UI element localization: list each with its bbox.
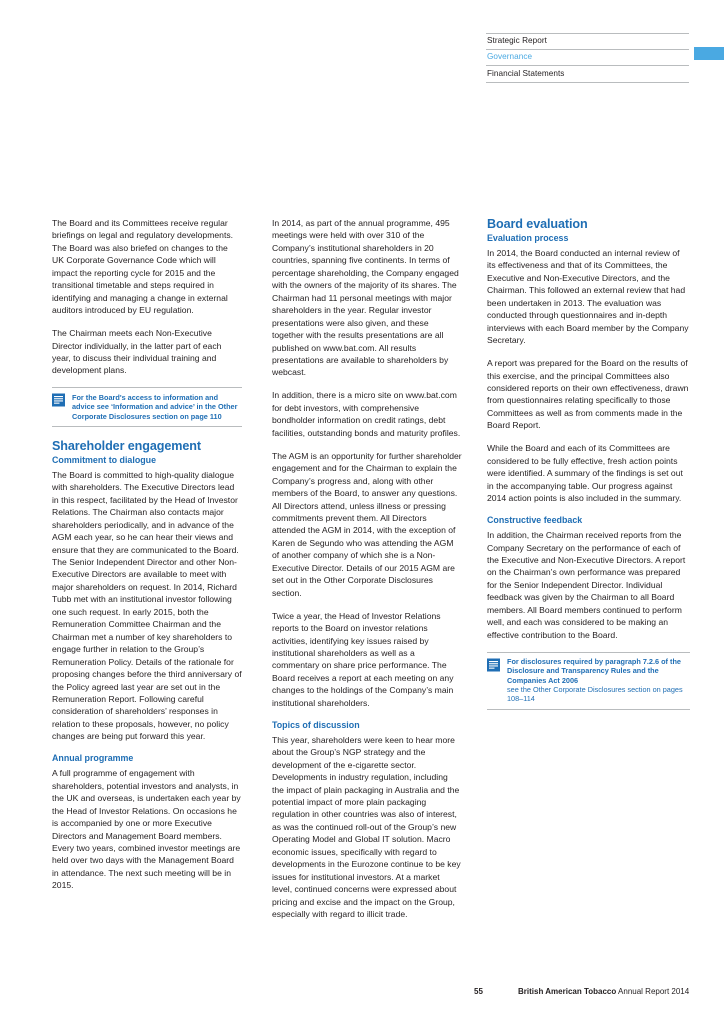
paragraph: A full programme of engagement with shareholders, potential investors and analysts, in the UK and overseas, is undertaken each year by the Head of Investor Relations. On occasions he is accompanied by one or more Executive Directors and Management Board members. Every two years, combined investor meetings are held over two days with the Management Board in attendance. The next such meeting will be in 2015. bbox=[52, 768, 241, 891]
callout-text bbox=[507, 657, 690, 703]
section-title-board-evaluation: Board evaluation bbox=[487, 217, 588, 231]
sub-title-topics-of-discussion: Topics of discussion bbox=[272, 719, 360, 730]
cross-reference-callout[interactable] bbox=[487, 652, 690, 710]
paragraph: In 2014, as part of the annual programme, 495 meetings were held with over 310 of the Company’s institutional shareholders in 20 countries, spanning five continents. In terms of percentage shareholding, the Company engaged with the owners of the majority of its shares. The Chairman had 11 personal meetings with major shareholders in the year. Regular investor presentations were also given, and these together with the results presentations are all published on www.bat.com. All results presentations are available to shareholders by webcast. bbox=[272, 218, 459, 378]
nav-item-governance[interactable]: Governance bbox=[486, 50, 689, 66]
cross-reference-callout[interactable] bbox=[52, 387, 242, 426]
paragraph: The Board and its Committees receive regular briefings on legal and regulatory developments. The Board was also briefed on changes to the UK Corporate Governance Code which will impact the reporting cycle for 2015 and the transitional timetable and steps required in identifying and managing a change in external auditors introduced by EU regulation. bbox=[52, 218, 234, 316]
callout-text: For the Board's access to information and advice see ‘Information and advice’ in the Other Corporate Disclosures section on page 110 bbox=[72, 392, 238, 421]
sub-title-constructive-feedback: Constructive feedback bbox=[487, 515, 583, 526]
footer-report-title: Annual Report 2014 bbox=[616, 987, 690, 996]
section-title-shareholder-engagement: Shareholder engagement bbox=[52, 438, 201, 453]
sub-title-annual-programme: Annual programme bbox=[52, 753, 134, 764]
paragraph: While the Board and each of its Committees are considered to be fully effective, fresh action points were identified. A summary of the findings is set out in the accompanying table. Our progress against 2014 action points is also included in the summary. bbox=[487, 443, 683, 504]
sub-title-evaluation-process: Evaluation process bbox=[487, 233, 569, 243]
column-three bbox=[487, 217, 690, 722]
footer-brand bbox=[518, 987, 689, 996]
sub-title-commitment-to-dialogue: Commitment to dialogue bbox=[52, 454, 157, 465]
callout-text-bold: For disclosures required by paragraph 7.2.6 of the Disclosure and Transparency Rules and the Companies Act 2006 bbox=[507, 657, 681, 685]
column-one bbox=[52, 217, 242, 902]
document-lines-icon bbox=[52, 393, 66, 407]
paragraph: This year, shareholders were keen to hear more about the Group’s NGP strategy and the development of the e-cigarette sector. Developments in industry regulation, including the impact of plain packaging in Australia and the potential impact of more plain packaging regulation in other countries was also of interest, as was the continued roll-out of the Group’s new Operating Model and Global IT solution. Macro economic issues, specifically with regard to developments in the Eurozone continue to be key issues for institutional investors. At a market level, continued concerns were expressed about pricing and excise and the impact on the Group, especially with regard to illicit trade. bbox=[272, 734, 461, 920]
page-footer bbox=[0, 985, 724, 1005]
page-number: 55 bbox=[474, 987, 483, 996]
paragraph: In addition, there is a micro site on www.bat.com for debt investors, with comprehensive bondholder information on credit ratings, debt facilities, outstanding bonds and maturity profiles. bbox=[272, 390, 461, 438]
footer-brand-name: British American Tobacco bbox=[518, 987, 617, 996]
paragraph: In 2014, the Board conducted an internal review of its effectiveness and that of its Committees, the Executive and Non-Executive Directors, and the Chairman. This followed an external review that had been undertaken in 2013. The evaluation was conducted through questionnaires and in-depth interviews with each Board member by the Company Secretary. bbox=[487, 248, 689, 346]
section-nav bbox=[486, 33, 689, 83]
paragraph: In addition, the Chairman received reports from the Company Secretary on the performance of each of the Executive and Non-Executive Directors. A report on the Chairman’s own performance was prepared for the Senior Independent Director. Individual feedback was given by the Chairman to all Board members. All Board members continued to perform well, and each was considered to be making an effective contribution to the Board. bbox=[487, 530, 686, 640]
column-two bbox=[272, 217, 462, 931]
page-thumb-tab bbox=[694, 47, 724, 60]
nav-item-strategic-report[interactable]: Strategic Report bbox=[486, 33, 689, 50]
paragraph: A report was prepared for the Board on the results of this exercise, and the principal Committees also considered reports on their own effectiveness, drawn from questionnaires relating specifically to those Committees as well as from comments made in the Board Report. bbox=[487, 358, 689, 431]
paragraph: Twice a year, the Head of Investor Relations reports to the Board on investor relations activities, identifying key issues raised by institutional shareholders as well as a commentary on share price performance. The Board receives a report at each meeting on any changes to the holdings of the Company’s main institutional shareholders. bbox=[272, 610, 454, 708]
document-lines-icon bbox=[487, 658, 501, 672]
paragraph: The Board is committed to high-quality dialogue with shareholders. The Executive Directors lead in this respect, facilitated by the Head of Investor Relations. The Chairman also contacts major shareholders periodically, and in advance of the AGM each year, so he can hear their views and ensure that they are communicated to the Board. The Senior Independent Director and other Non-Executive Directors are available to meet with major shareholders on request. In 2014, Richard Tubb met with an institutional investor following one such request. In early 2015, both the Remuneration Committee Chairman and the Chairman met a number of key shareholders to engage further in relation to the Group’s Remuneration Policy. Details of the rationale for proposing changes before the third anniversary of the Policy agreed last year are set out in the Remuneration Report. Following careful consideration of shareholders’ responses in relation to these proposals, however, no policy changes are being put forward this year. bbox=[52, 469, 242, 742]
paragraph: The AGM is an opportunity for further shareholder engagement and for the Chairman to explain the Company’s progress and, along with other members of the Board, to answer any questions. All Directors attend, unless illness or pressing commitments prevent them. All Directors attended the AGM in 2014, with the exception of Karen de Segundo who was attending the AGM of another company of which she is a Non-Executive Director. Details of our 2015 AGM are set out in the Other Corporate Disclosures section. bbox=[272, 450, 462, 598]
callout-text-regular: see the Other Corporate Disclosures section on pages 108–114 bbox=[507, 685, 683, 704]
paragraph: The Chairman meets each Non-Executive Director individually, in the latter part of each year, to discuss their individual training and development plans. bbox=[52, 328, 222, 376]
nav-item-financial-statements[interactable]: Financial Statements bbox=[486, 66, 689, 82]
